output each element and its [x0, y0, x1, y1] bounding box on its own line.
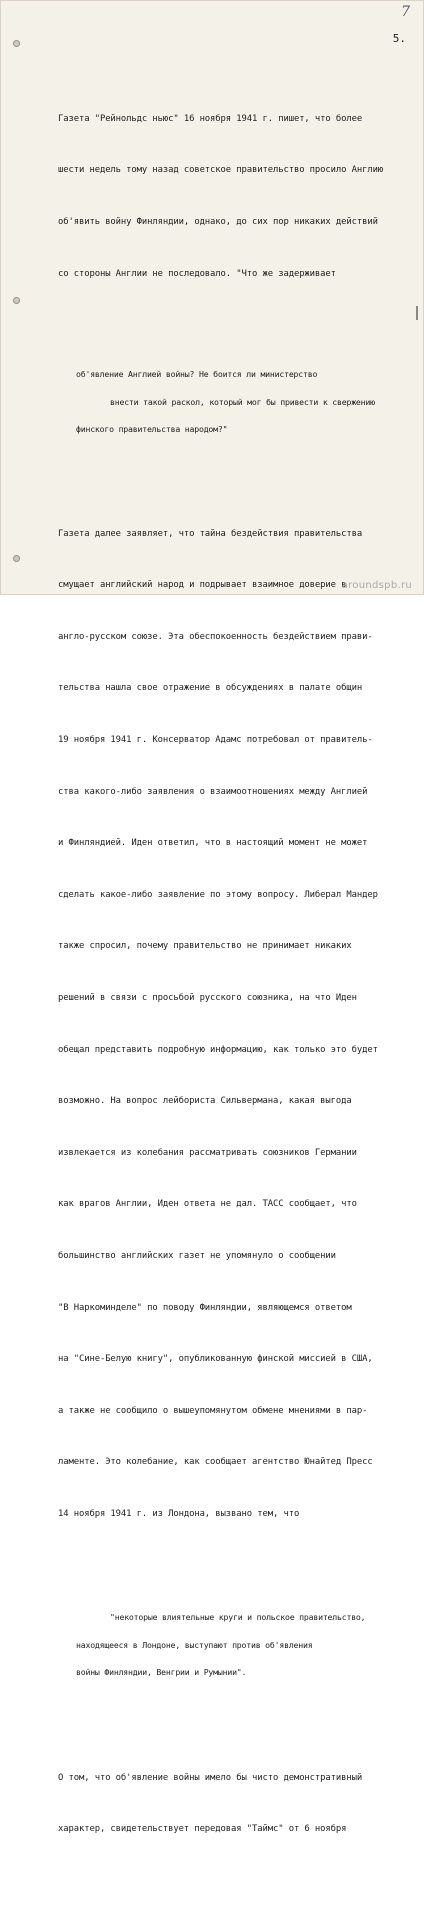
text-line: смущает английский народ и подрывает взаимное доверие в — [58, 580, 347, 591]
handwritten-page-number: 7 — [401, 4, 410, 20]
quote-line: войны Финляндии, Венгрии и Румынии". — [76, 1667, 247, 1678]
quote-block-1 — [58, 352, 413, 453]
quote-line: финского правительства народом?" — [76, 424, 228, 435]
text-line: большинство английских газет не упомянуло о сообщении — [58, 1250, 336, 1261]
text-line: англо-русском союзе. Эта обеспокоенность бездействием прави- — [58, 631, 373, 642]
text-line: возможно. На вопрос лейбориста Сильвермана, какая выгода — [58, 1096, 352, 1107]
text-line: и Финляндией. Иден ответил, что в настоящий момент не может — [58, 838, 368, 849]
quote-line: внести такой раскол, который мог бы привести к свержению — [110, 396, 375, 407]
text-line: О том, что об'явление войны имело бы чисто демонстративный — [58, 1772, 363, 1783]
text-line: ства какого-либо заявления о взаимоотношениях между Англией — [58, 786, 368, 797]
text-line: 19 ноября 1941 г. Консерватор Адамс потребовал от правитель- — [58, 734, 373, 745]
page-number: 5. — [392, 32, 406, 45]
text-line: Газета "Рейнольдс ньюс" 16 ноября 1941 г. пишет, что более — [58, 113, 363, 124]
punch-hole — [13, 40, 20, 47]
text-line: об'явить войну Финляндии, однако, до сих пор никаких действий — [58, 217, 378, 227]
margin-mark — [416, 306, 418, 320]
punch-hole — [13, 555, 20, 562]
text-line: а также не сообщило о вышеупомянутом обмене мнениями в пар- — [58, 1405, 368, 1416]
punch-hole — [13, 297, 20, 304]
text-line: 14 ноября 1941 г. из Лондона, вызвано тем, что — [58, 1508, 300, 1519]
site-watermark: aroundspb.ru — [341, 580, 412, 591]
text-line: тельства нашла свое отражение в обсуждениях в палате общин — [58, 683, 363, 694]
quote-block-2 — [58, 1595, 413, 1696]
text-line: сделать какое-либо заявление по этому вопросу. Либерал Мандер — [58, 889, 378, 900]
text-line: на "Сине-Белую книгу", опубликованную финской миссией в США, — [58, 1354, 373, 1365]
text-line: "В Наркоминделе" по поводу Финляндии, являющемся ответом — [58, 1302, 352, 1313]
text-line: ламенте. Это колебание, как сообщает агентство Юнайтед Пресс — [58, 1457, 373, 1468]
typed-text-body — [58, 42, 413, 1907]
text-line: характер, свидетельствует передовая "Таймс" от 6 ноября — [58, 1824, 347, 1835]
quote-line: об'явление Англией войны? Не боится ли министерство — [76, 369, 318, 379]
text-line: также спросил, почему правительство не принимает никаких — [58, 941, 352, 952]
paragraph-2 — [58, 491, 413, 1557]
text-line: со стороны Англии не последовало. "Что же задерживает — [58, 268, 336, 279]
text-line: извлекается из колебания рассматривать союзников Германии — [58, 1147, 357, 1158]
text-line: Газета далее заявляет, что тайна бездействия правительства — [58, 528, 363, 539]
text-line: как врагов Англии, Иден ответа не дал. ТАСС сообщает, что — [58, 1199, 357, 1210]
text-line: обещал представить подробную информацию, как только это будет — [58, 1044, 378, 1055]
paragraph-1 — [58, 76, 413, 317]
text-line: решений в связи с просьбой русского союзника, на что Иден — [58, 992, 357, 1003]
quote-line: находящееся в Лондоне, выступают против об'явления — [76, 1639, 313, 1650]
paragraph-3 — [58, 1735, 413, 1873]
quote-line: "некоторые влиятельные круги и польское правительство, — [110, 1612, 366, 1623]
text-line: шести недель тому назад советское правительство просило Англию — [58, 165, 384, 176]
